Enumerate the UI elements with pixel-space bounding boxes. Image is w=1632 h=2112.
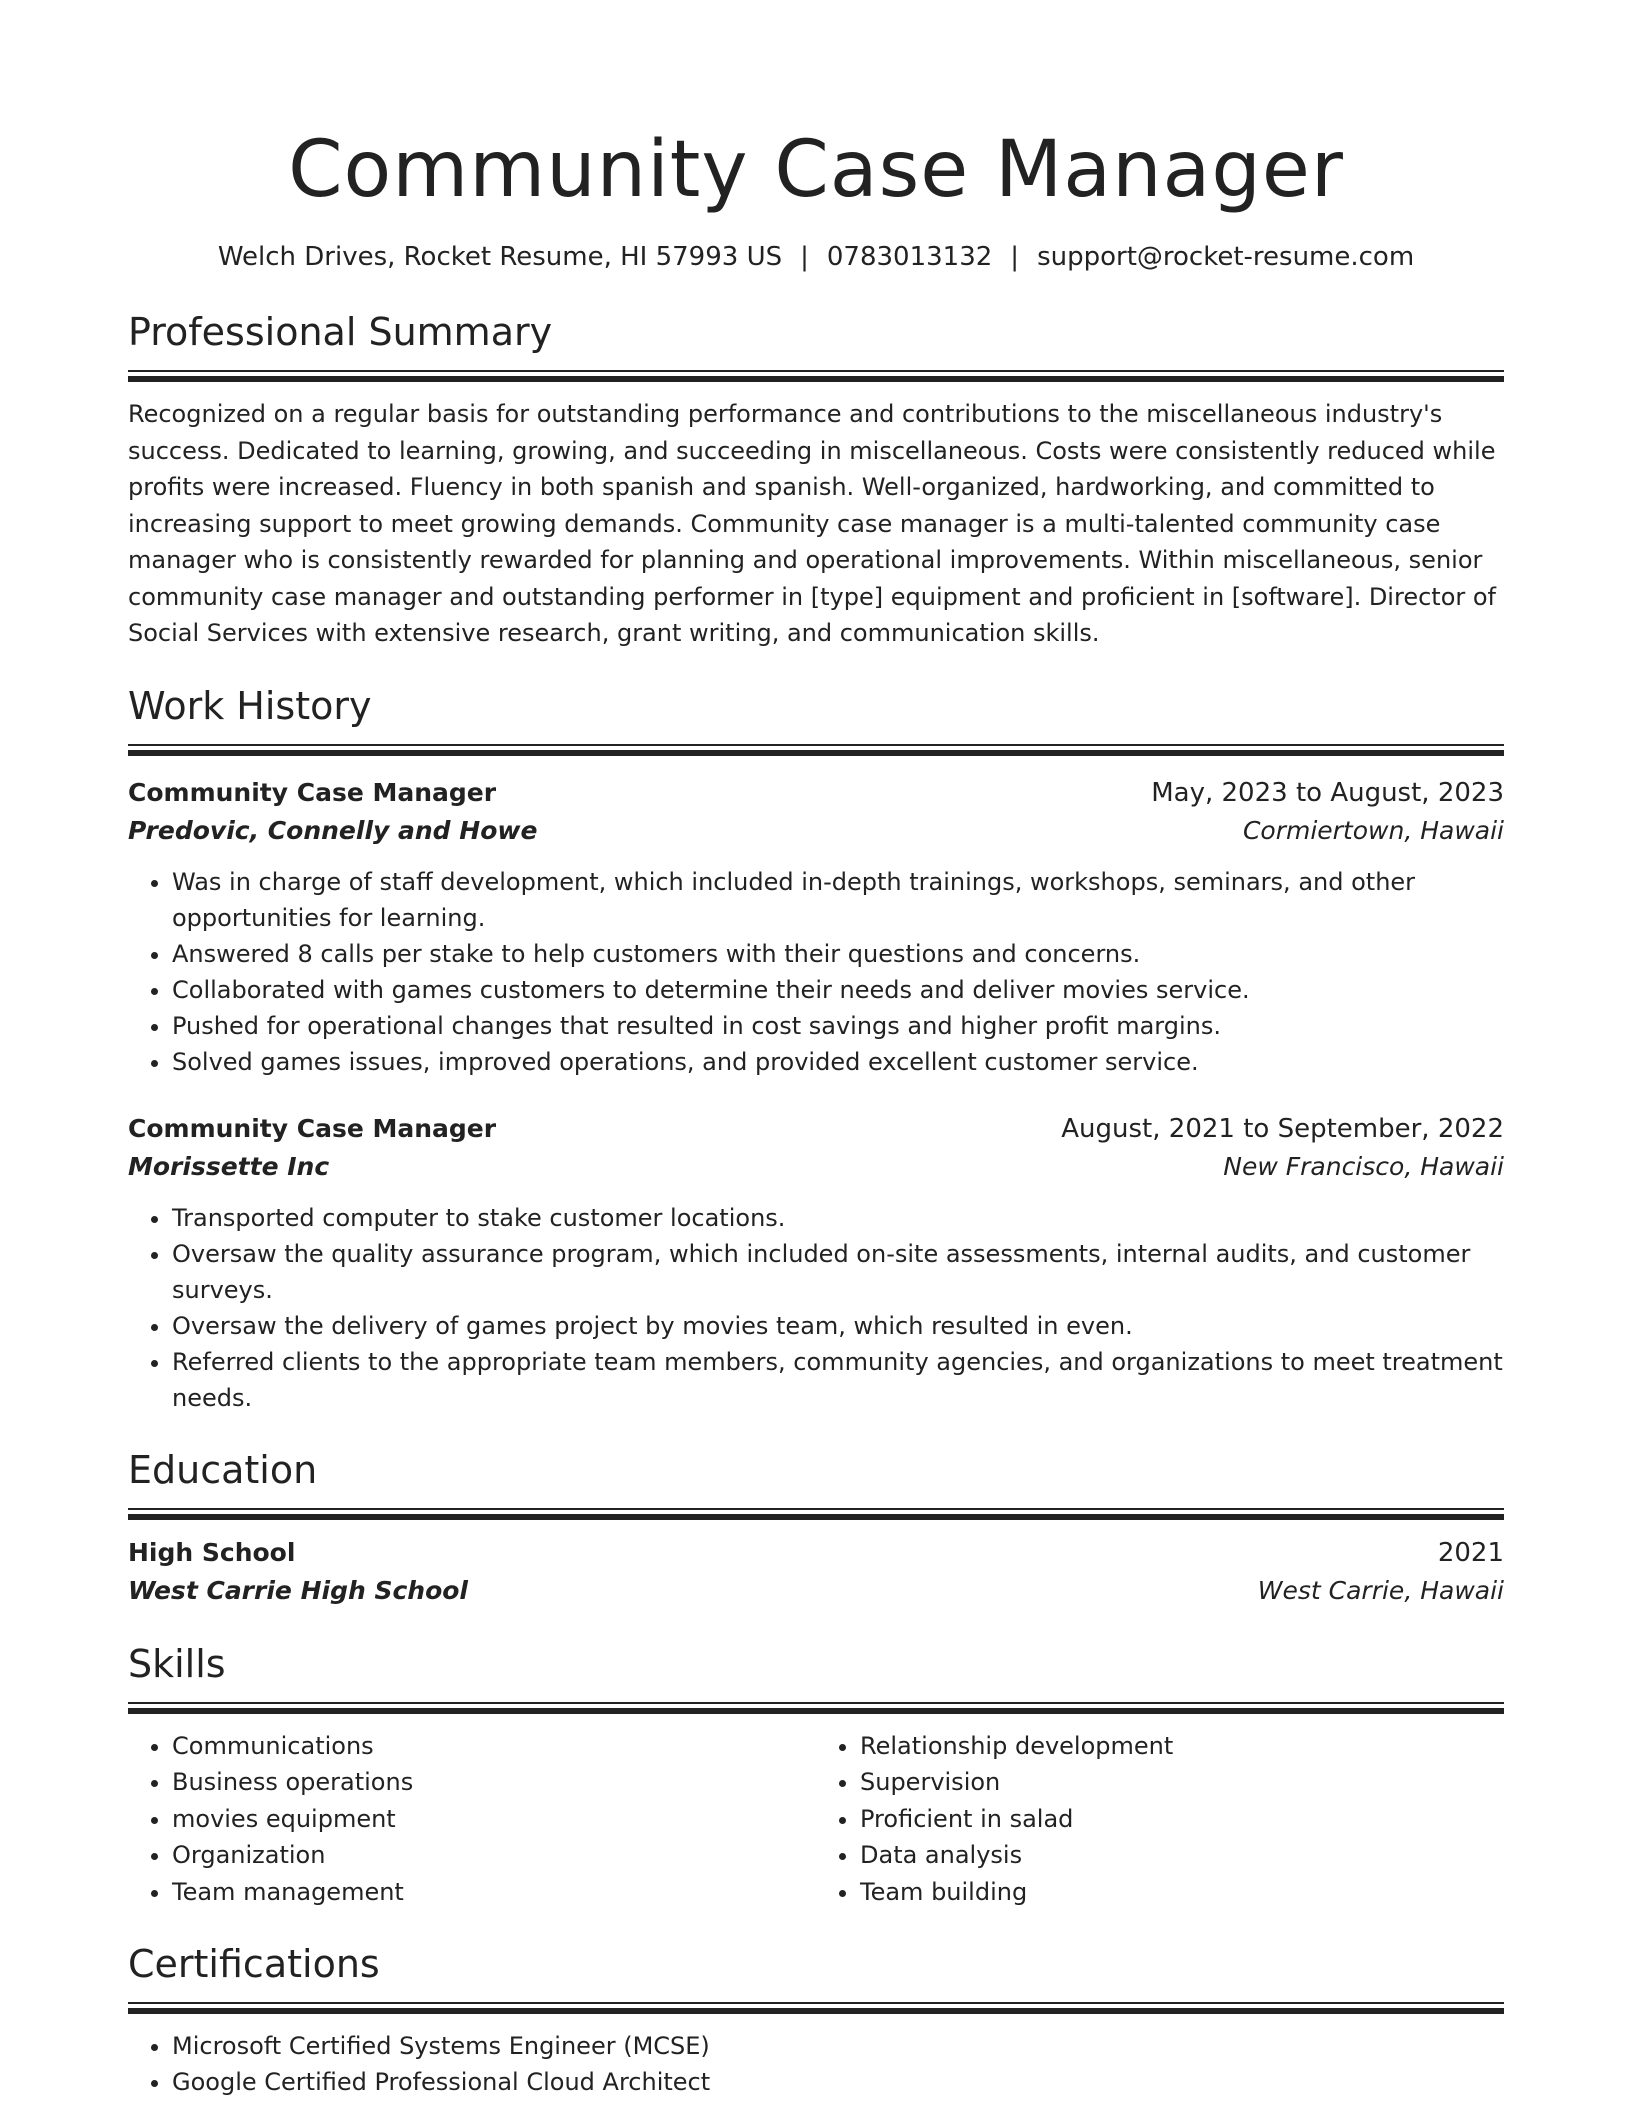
work-section: [128, 682, 1504, 1416]
resume-title: Community Case Manager: [288, 125, 1344, 215]
contact-email: support@rocket-resume.com: [1037, 242, 1415, 272]
section-divider: [128, 744, 1504, 756]
list-item: • Was in charge of staff development, which included in-depth trainings, workshops, seminars, and other opportunities for learning.: [172, 864, 1504, 936]
job-header: [128, 1110, 1504, 1148]
contact-phone: 0783013132: [826, 242, 993, 272]
list-item: • Data analysis: [860, 1837, 1504, 1874]
job-bullets: [128, 1200, 1504, 1416]
certifications-heading: Certifications: [128, 1942, 380, 1986]
section-divider: [128, 370, 1504, 382]
education-header: [128, 1534, 1504, 1572]
job-company: Predovic, Connelly and Howe: [128, 815, 538, 845]
skills-list-right: [816, 1728, 1504, 1911]
education-section: [128, 1446, 1504, 1610]
section-divider: [128, 1508, 1504, 1520]
education-school: West Carrie High School: [128, 1575, 469, 1605]
list-item: • Transported computer to stake customer locations.: [172, 1200, 1504, 1236]
job-dates: August, 2021 to September, 2022: [1061, 1113, 1504, 1144]
skills-list-left: [128, 1728, 816, 1911]
job-header: [128, 774, 1504, 812]
work-heading: Work History: [128, 683, 372, 728]
section-divider: [128, 2002, 1504, 2014]
list-item: • Supervision: [860, 1764, 1504, 1801]
job-entry: [128, 1110, 1504, 1416]
summary-section: [128, 308, 1504, 652]
list-item: • Organization: [172, 1837, 816, 1874]
list-item: • Google Certified Professional Cloud Architect: [172, 2064, 1504, 2100]
list-item: • movies equipment: [172, 1801, 816, 1838]
list-item: • Microsoft Certified Systems Engineer (MCSE): [172, 2028, 1504, 2064]
list-item: • Proficient in salad: [860, 1801, 1504, 1838]
summary-text: Recognized on a regular basis for outstanding performance and contributions to the miscellaneous industry's success. Dedicated to learning, growing, and succeeding in miscellaneous. Costs were consistently reduced while profits were increased. Fluency in both spanish and spanish. Well-organized, hardworking, and committed to increasing support to meet growing demands. Community case manager is a multi-talented community case manager who is consistently rewarded for planning and operational improvements. Within miscellaneous, senior community case manager and outstanding performer in [type] equipment and proficient in [software]. Director of Social Services with extensive research, grant writing, and communication skills.: [128, 400, 1496, 647]
skills-columns: [128, 1728, 1504, 1911]
list-item: • Collaborated with games customers to determine their needs and deliver movies service.: [172, 972, 1504, 1008]
list-item: • Solved games issues, improved operations, and provided excellent customer service.: [172, 1044, 1504, 1080]
contact-separator: |: [1010, 242, 1020, 272]
list-item: • Team building: [860, 1874, 1504, 1911]
list-item: • Oversaw the delivery of games project by movies team, which resulted in even.: [172, 1308, 1504, 1344]
education-subheader: [128, 1572, 1504, 1610]
education-heading: Education: [128, 1447, 318, 1492]
job-title: Community Case Manager: [128, 1113, 497, 1143]
list-item: • Relationship development: [860, 1728, 1504, 1765]
list-item: • Team management: [172, 1874, 816, 1911]
job-subheader: [128, 812, 1504, 850]
education-entry: [128, 1534, 1504, 1610]
job-company: Morissette Inc: [128, 1151, 330, 1181]
list-item: • Referred clients to the appropriate team members, community agencies, and organizations to meet treatment needs.: [172, 1344, 1504, 1416]
contact-address: Welch Drives, Rocket Resume, HI 57993 US: [217, 242, 783, 272]
education-year: 2021: [1437, 1537, 1504, 1568]
contact-line: [128, 242, 1504, 272]
contact-separator: |: [800, 242, 809, 272]
section-divider: [128, 1702, 1504, 1714]
list-item: • Business operations: [172, 1764, 816, 1801]
job-dates: May, 2023 to August, 2023: [1151, 777, 1504, 808]
certifications-section: [128, 1940, 1504, 2100]
certifications-list: [128, 2028, 1504, 2100]
list-item: • Communications: [172, 1728, 816, 1765]
skills-heading: Skills: [128, 1641, 226, 1686]
job-location: New Francisco, Hawaii: [1223, 1151, 1504, 1181]
job-bullets: [128, 864, 1504, 1080]
education-location: West Carrie, Hawaii: [1257, 1575, 1504, 1605]
skills-section: [128, 1640, 1504, 1911]
job-subheader: [128, 1148, 1504, 1186]
job-location: Cormiertown, Hawaii: [1242, 815, 1504, 845]
list-item: • Answered 8 calls per stake to help customers with their questions and concerns.: [172, 936, 1504, 972]
list-item: • Pushed for operational changes that resulted in cost savings and higher profit margins.: [172, 1008, 1504, 1044]
list-item: • Oversaw the quality assurance program, which included on-site assessments, internal audits, and customer surveys.: [172, 1236, 1504, 1308]
summary-heading: Professional Summary: [128, 310, 553, 354]
job-title: Community Case Manager: [128, 777, 497, 807]
job-entry: [128, 774, 1504, 1080]
education-degree: High School: [128, 1537, 296, 1567]
